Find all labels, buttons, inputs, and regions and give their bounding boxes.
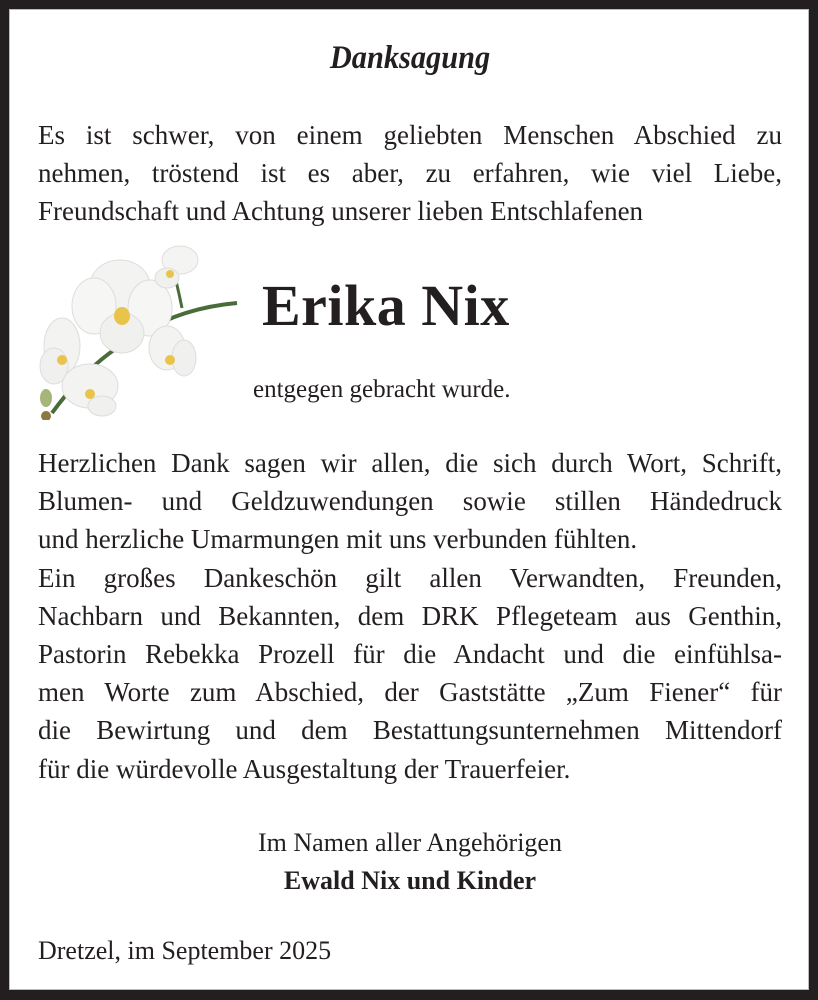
orchid-image [32,238,242,420]
thanks-line: men Worte zum Abschied, der Gaststätte „Zum Fiener“ für [38,677,782,708]
thanks-line: und herzliche Umarmungen mit uns verbunden fühlten. [38,524,638,555]
place-date: Dretzel, im September 2025 [38,936,332,965]
intro-paragraph [38,116,782,231]
intro-line: nehmen, tröstend ist es aber, zu erfahren, wie viel Liebe, [38,158,782,189]
thanks-line: Ein großes Dankeschön gilt allen Verwandten, Freunden, [38,562,782,593]
intro-line: Es ist schwer, von einem geliebten Menschen Abschied zu [38,120,782,150]
intro-line: Freundschaft und Achtung unserer lieben Entschlafenen [38,196,644,227]
thanks-line: Nachbarn und Bekannten, dem DRK Pflegeteam aus Genthin, [38,600,782,631]
signature-names: Ewald Nix und Kinder [283,866,537,895]
thanks-line: für die würdevolle Ausgestaltung der Trauerfeier. [38,753,571,784]
deceased-name: Erika Nix [262,273,510,338]
thanks-paragraph [38,444,782,788]
obituary-card [9,9,809,990]
heading: Danksagung [329,40,491,76]
thanks-line: Blumen- und Geldzuwendungen sowie stillen Händedruck [38,486,782,517]
thanks-line: Pastorin Rebekka Prozell für die Andacht und die einfühlsa- [38,639,782,670]
thanks-line: die Bewirtung und dem Bestattungsunternehmen Mittendorf [38,715,782,746]
signature-intro: Im Namen aller Angehörigen [258,828,562,857]
intro-continuation: entgegen gebracht wurde. [253,376,511,403]
thanks-line: Herzlichen Dank sagen wir allen, die sich durch Wort, Schrift, [38,448,782,478]
